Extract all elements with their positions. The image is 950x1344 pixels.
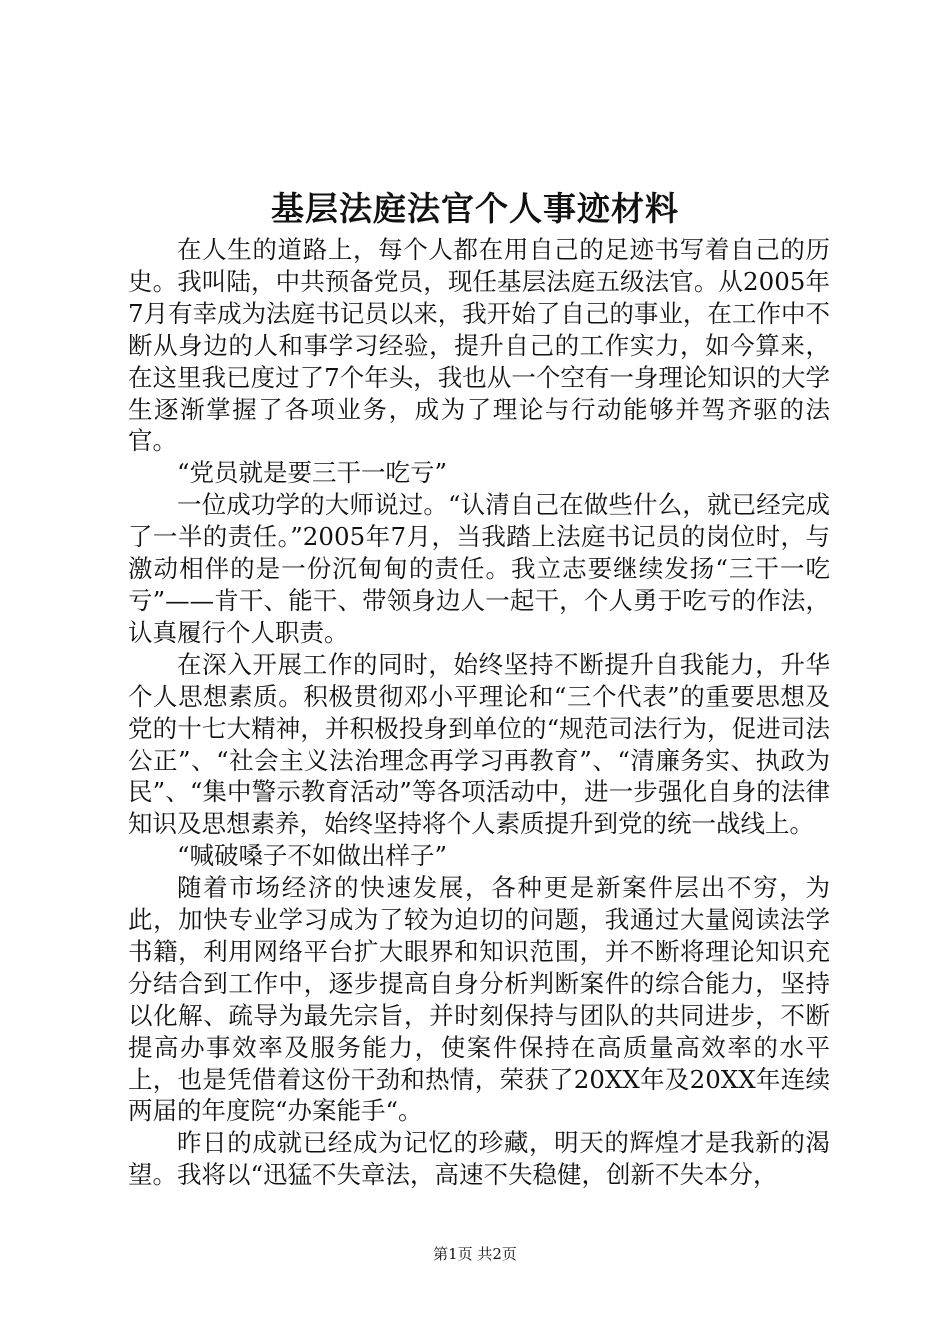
paragraph-responsibility: 一位成功学的大师说过。“认清自己在做些什么，就已经完成了一半的责任。”2005年7月，当我踏上法庭书记员的岗位时，与激动相伴的是一份沉甸甸的责任。我立志要继续发扬“三干一吃亏”——肯干、能干、带领身边人一起干，个人勇于吃亏的作法，认真履行个人职责。 [128,490,830,647]
paragraph-self-improvement: 在深入开展工作的同时，始终坚持不断提升自我能力，升华个人思想素质。积极贯彻邓小平理论和“三个代表”的重要思想及党的十七大精神，并积极投身到单位的“规范司法行为，促进司法公正”、“社会主义法治理念再学习再教育”、“清廉务实、执政为民”、“集中警示教育活动”等各项活动中，进一步强化自身的法律知识及思想素养，始终坚持将个人素质提升到党的统一战线上。 [128,649,830,839]
page-footer: 第1页 共2页 [433,1245,517,1263]
document-title: 基层法庭法官个人事迹材料 [271,189,679,228]
section-heading-set-example: “喊破嗓子不如做出样子” [177,841,448,871]
paragraph-future: 昨日的成就已经成为记忆的珍藏，明天的辉煌才是我新的渴望。我将以“迅猛不失章法，高速不失稳健，创新不失本分， [128,1128,830,1190]
section-heading-party-member: “党员就是要三干一吃亏” [177,458,448,488]
paragraph-professional-study: 随着市场经济的快速发展，各种更是新案件层出不穷，为此，加快专业学习成为了较为迫切的问题，我通过大量阅读法学书籍，利用网络平台扩大眼界和知识范围，并不断将理论知识充分结合到工作中，逐步提高自身分析判断案件的综合能力，坚持以化解、疏导为最先宗旨，并时刻保持与团队的共同进步，不断提高办事效率及服务能力，使案件保持在高质量高效率的水平上，也是凭借着这份干劲和热情，荣获了20XX年及20XX年连续两届的年度院“办案能手“。 [128,873,830,1126]
paragraph-intro: 在人生的道路上，每个人都在用自己的足迹书写着自己的历史。我叫陆，中共预备党员，现任基层法庭五级法官。从2005年7月有幸成为法庭书记员以来，我开始了自己的事业，在工作中不断从身边的人和事学习经验，提升自己的工作实力，如今算来，在这里我已度过了7个年头，我也从一个空有一身理论知识的大学生逐渐掌握了各项业务，成为了理论与行动能够并驾齐驱的法官。 [128,235,830,456]
document-body [128,234,830,1191]
